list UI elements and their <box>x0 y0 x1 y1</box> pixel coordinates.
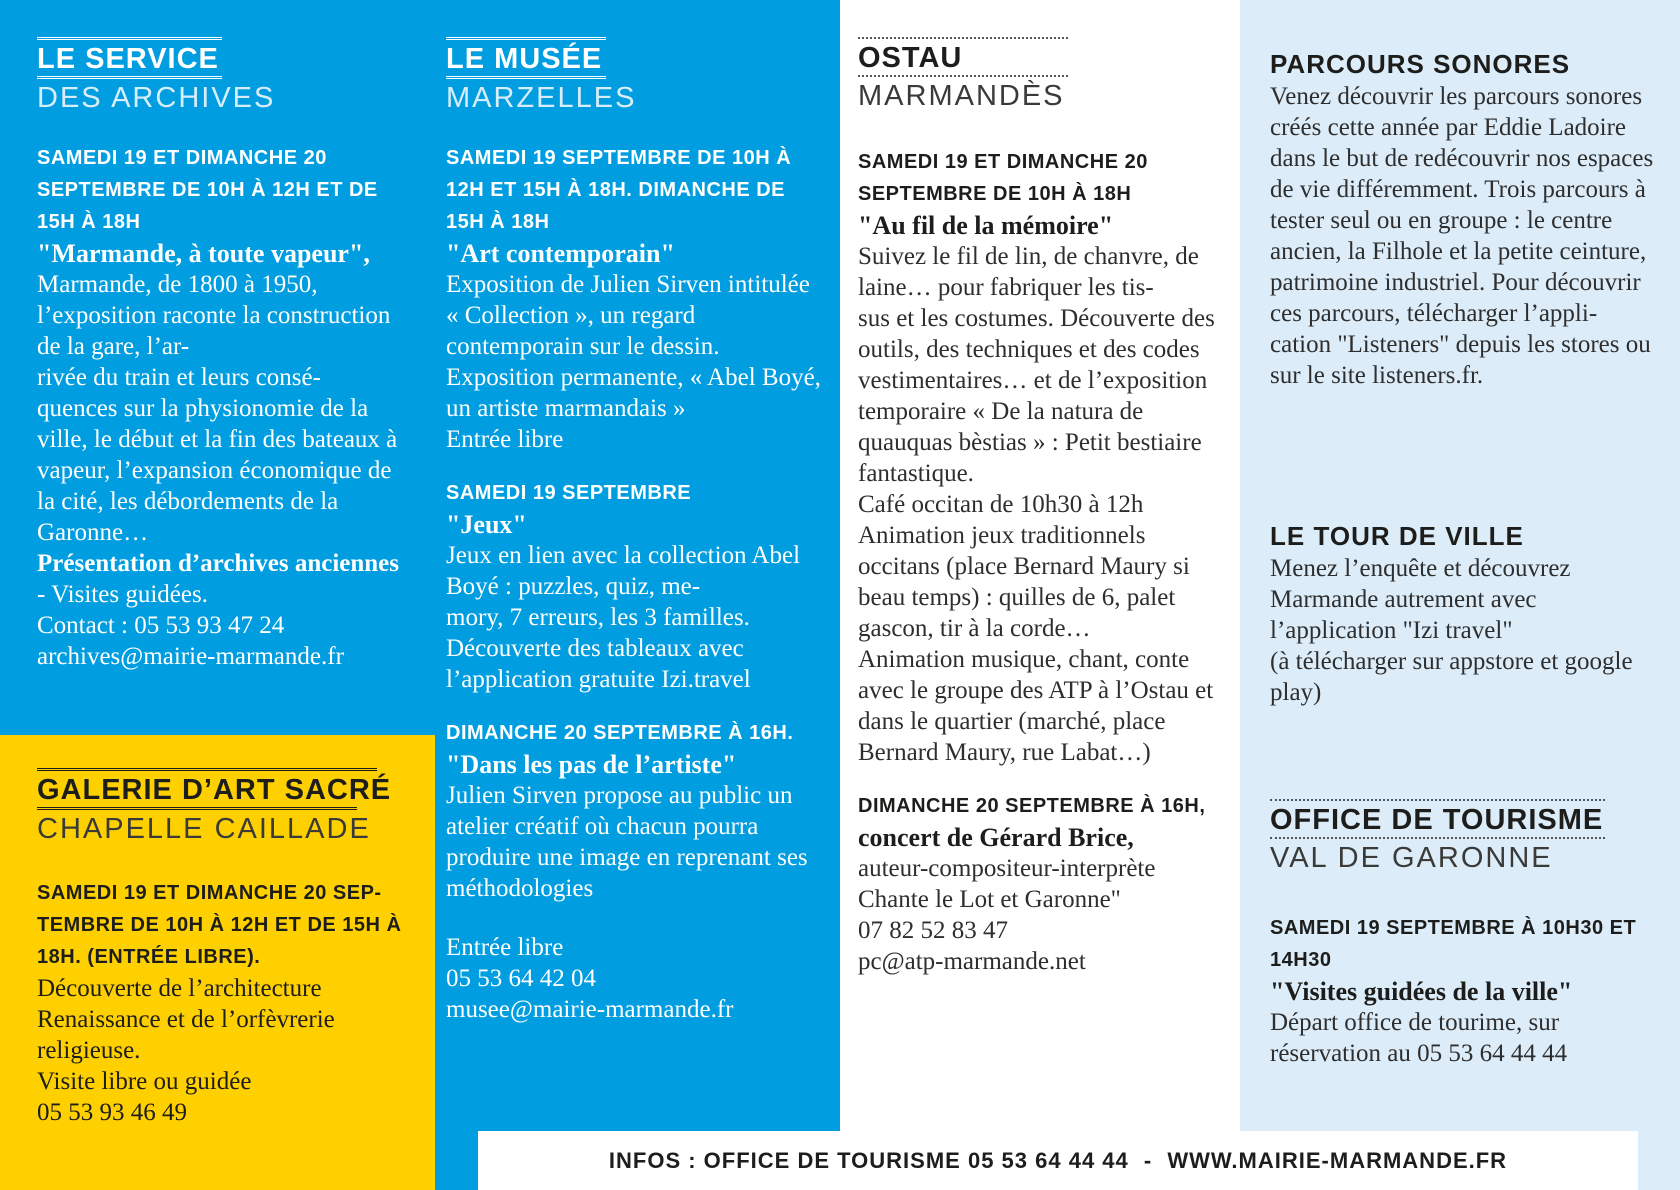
musee-content <box>446 142 826 1025</box>
archives-title-line1: LE SERVICE <box>37 43 219 75</box>
musee-event2-desc: Jeux en lien avec la collection Abel Boyé : puzzles, quiz, me- mory, 7 erreurs, les 3 familles. Découverte des tableaux avec l’application gratuite Izi.travel <box>446 542 801 693</box>
galerie-date: SAMEDI 19 ET DIMANCHE 20 SEP-TEMBRE DE 10H À 12H ET DE 15H À 18H. (ENTRÉE LIBRE). <box>37 882 402 968</box>
musee-date2: SAMEDI 19 SEPTEMBRE <box>446 482 692 504</box>
archives-panel <box>0 0 435 735</box>
office-description: Départ office de tourime, sur réservation au 05 53 64 44 44 <box>1270 1009 1568 1067</box>
ostau-heading <box>858 37 1228 113</box>
musee-email: musee@mairie-marmande.fr <box>446 996 734 1023</box>
heading-rule <box>37 807 357 810</box>
ostau-content <box>858 146 1230 977</box>
tour-description: Menez l’enquête et découvrez Marmande autrement avec l’application "Izi travel" (à télécharger sur appstore et google play) <box>1270 555 1633 706</box>
ostau-event1-desc: Suivez le fil de lin, de chanvre, de laine… pour fabriquer les tis- sus et les costumes. Découverte des outils, des techniques et des codes vestimentaires… et de l’exposition temporaire « De la natura de quauquas bèstias » : Petit bestiaire fantastique. Café occitan de 10h30 à 12h Animation jeux traditionnels occitans (place Bernard Maury si beau temps) : quilles de 6, palet gascon, tir à la corde… Animation musique, chant, conte avec le groupe des ATP à l’Ostau et dans le quartier (marché, place Bernard Maury, rue Labat…) <box>858 243 1215 766</box>
musee-event3-desc: Julien Sirven propose au public un atelier créatif où chacun pourra produire une image en reprenant ses méthodologies <box>446 782 808 902</box>
archives-presentation <box>37 548 412 610</box>
archives-title-line2: DES ARCHIVES <box>37 82 276 114</box>
footer-text <box>478 1131 1638 1190</box>
musee-event2-title: "Jeux" <box>446 510 527 539</box>
musee-title-line2: MARZELLES <box>446 82 637 114</box>
ostau-title-line2: MARMANDÈS <box>858 80 1065 112</box>
footer-infos: INFOS : OFFICE DE TOURISME 05 53 64 44 44 <box>608 1148 1129 1173</box>
musee-event1-title: "Art contemporain" <box>446 239 675 268</box>
tour-section <box>1270 519 1660 708</box>
office-title-line2: VAL DE GARONNE <box>1270 842 1553 874</box>
heading-rule <box>446 37 606 40</box>
musee-title-line1: LE MUSÉE <box>446 43 603 75</box>
office-event-title: "Visites guidées de la ville" <box>1270 977 1573 1006</box>
heading-rule <box>1270 837 1605 839</box>
office-content <box>1270 912 1660 1069</box>
heading-rule <box>446 76 606 79</box>
galerie-content <box>37 877 412 1128</box>
galerie-visit: Visite libre ou guidée <box>37 1068 252 1095</box>
galerie-title-line1: GALERIE D’ART SACRÉ <box>37 774 392 806</box>
parcours-section <box>1270 47 1660 391</box>
musee-event1-desc: Exposition de Julien Sirven intitulée « Collection », un regard contemporain sur le dessin. Exposition permanente, « Abel Boyé, un artiste marmandais » Entrée libre <box>446 271 821 453</box>
ostau-phone: 07 82 52 83 47 <box>858 917 1008 944</box>
ostau-date2: DIMANCHE 20 SEPTEMBRE À 16H, <box>858 795 1206 817</box>
musee-phone: 05 53 64 42 04 <box>446 965 596 992</box>
heading-rule <box>858 37 1068 39</box>
archives-event-title: "Marmande, à toute vapeur", <box>37 239 370 268</box>
archives-email: archives@mairie-marmande.fr <box>37 643 344 670</box>
footer-website-link[interactable]: WWW.MAIRIE-MARMANDE.FR <box>1167 1148 1508 1173</box>
archives-content <box>37 142 412 672</box>
heading-rule <box>37 76 222 79</box>
office-title-line1: OFFICE DE TOURISME <box>1270 804 1604 836</box>
galerie-panel <box>0 735 435 1190</box>
office-date: SAMEDI 19 SEPTEMBRE À 10H30 ET 14H30 <box>1270 917 1637 971</box>
heading-rule <box>1270 799 1605 801</box>
musee-panel <box>435 0 840 1190</box>
ostau-date1: SAMEDI 19 ET DIMANCHE 20 SEPTEMBRE DE 10H À 18H <box>858 151 1148 205</box>
ostau-event2-desc: auteur-compositeur-interprète Chante le Lot et Garonne" <box>858 855 1156 913</box>
heading-rule <box>858 75 1068 77</box>
ostau-email: pc@atp-marmande.net <box>858 948 1086 975</box>
archives-presentation-bold: Présentation d’archives anciennes <box>37 550 400 577</box>
galerie-phone: 05 53 93 46 49 <box>37 1099 187 1126</box>
archives-presentation-rest: - Visites guidées. <box>37 581 208 608</box>
musee-heading <box>446 37 826 115</box>
heading-rule <box>37 37 222 40</box>
musee-date1: SAMEDI 19 SEPTEMBRE DE 10H À 12H ET 15H À 18H. DIMANCHE DE 15H À 18H <box>446 147 792 233</box>
ostau-panel <box>840 0 1240 1190</box>
archives-description: Marmande, de 1800 à 1950, l’exposition raconte la construction de la gare, l’ar- rivée du train et leurs consé- quences sur la physionomie de la ville, le début et la fin des bateaux à vapeur, l’expansion économique de la cité, les débordements de la Garonne… <box>37 271 398 546</box>
musee-date3: DIMANCHE 20 SEPTEMBRE À 16H. <box>446 722 794 744</box>
parcours-title: PARCOURS SONORES <box>1270 49 1571 79</box>
parcours-description: Venez découvrir les parcours sonores créés cette année par Eddie Ladoire dans le but de redécouvrir nos espaces de vie différemment. Trois parcours à tester seul ou en groupe : le centre ancien, la Filhole et la petite ceinture, patrimoine industriel. Pour découvrir ces parcours, télécharger l’appli- cation "Listeners" depuis les stores ou sur le site listeners.fr. <box>1270 83 1654 389</box>
office-heading <box>1270 799 1660 875</box>
musee-event3-title: "Dans les pas de l’artiste" <box>446 750 737 779</box>
footer-bar <box>478 1131 1638 1190</box>
info-panel <box>1240 0 1680 1190</box>
musee-entry: Entrée libre <box>446 934 564 961</box>
galerie-heading <box>37 768 422 846</box>
galerie-title-line2: CHAPELLE CAILLADE <box>37 813 371 845</box>
archives-contact: Contact : 05 53 93 47 24 <box>37 612 285 639</box>
archives-date: SAMEDI 19 ET DIMANCHE 20 SEPTEMBRE DE 10H À 12H ET DE 15H À 18H <box>37 147 378 233</box>
archives-heading <box>37 37 417 115</box>
tour-title: LE TOUR DE VILLE <box>1270 521 1524 551</box>
ostau-event2-title: concert de Gérard Brice, <box>858 823 1134 852</box>
ostau-event1-title: "Au fil de la mémoire" <box>858 211 1114 240</box>
ostau-title-line1: OSTAU <box>858 42 963 74</box>
heading-rule <box>37 768 377 771</box>
galerie-description: Découverte de l’architecture Renaissance et de l’orfèvrerie religieuse. <box>37 975 335 1064</box>
footer-separator: - <box>1143 1148 1153 1173</box>
